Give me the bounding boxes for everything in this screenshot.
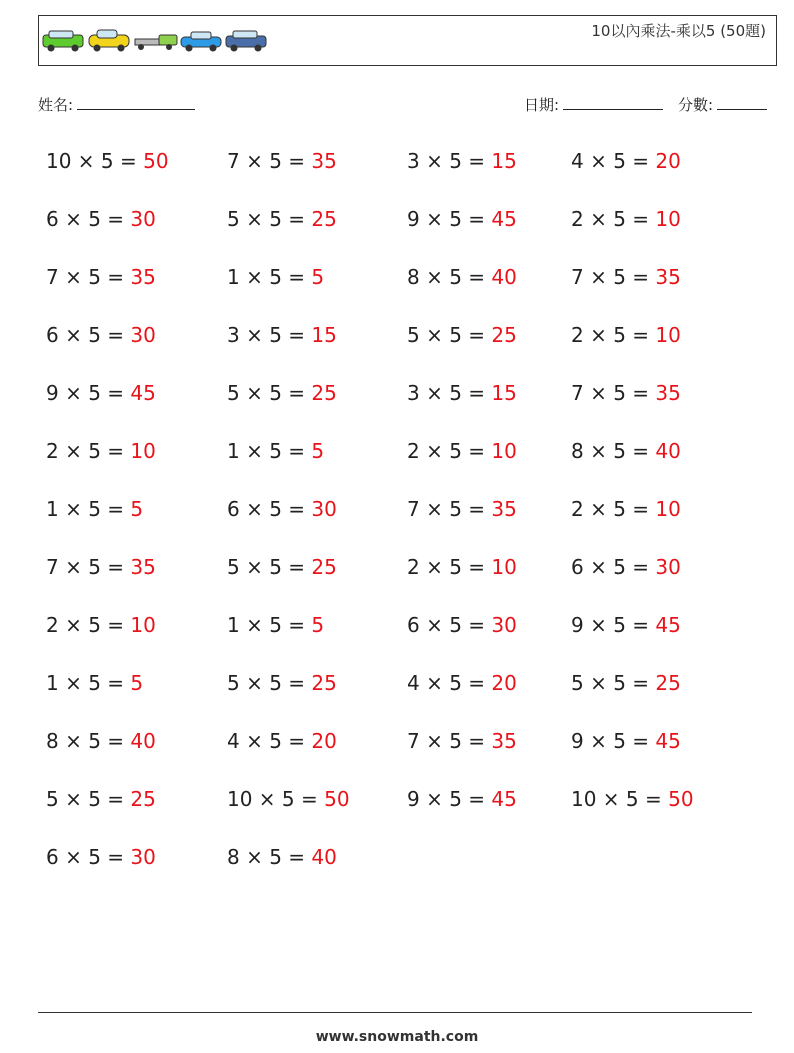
problem-answer: 10 bbox=[491, 439, 517, 463]
problem-answer: 20 bbox=[311, 729, 337, 753]
problem-item bbox=[46, 729, 156, 753]
problem-item bbox=[407, 439, 517, 463]
problem-question: 6 × 5 = bbox=[46, 207, 131, 231]
problem-question: 2 × 5 = bbox=[407, 555, 492, 579]
score-blank[interactable] bbox=[717, 95, 767, 110]
problem-item bbox=[571, 323, 681, 347]
problem-question: 7 × 5 = bbox=[46, 555, 131, 579]
problem-answer: 45 bbox=[655, 729, 681, 753]
problem-answer: 45 bbox=[655, 613, 681, 637]
problem-item bbox=[227, 555, 337, 579]
problem-answer: 35 bbox=[491, 729, 517, 753]
problem-answer: 10 bbox=[655, 497, 681, 521]
problem-answer: 45 bbox=[491, 207, 517, 231]
problem-answer: 45 bbox=[130, 381, 156, 405]
problem-question: 6 × 5 = bbox=[46, 845, 131, 869]
car-icon-3 bbox=[135, 35, 177, 50]
problem-question: 7 × 5 = bbox=[407, 497, 492, 521]
problem-item bbox=[227, 613, 324, 637]
problem-item bbox=[46, 381, 156, 405]
date-label: 日期: bbox=[524, 96, 560, 114]
date-field bbox=[524, 94, 663, 115]
name-blank[interactable] bbox=[77, 95, 195, 110]
problem-answer: 50 bbox=[668, 787, 694, 811]
problem-answer: 30 bbox=[655, 555, 681, 579]
problem-question: 7 × 5 = bbox=[571, 265, 656, 289]
problem-item bbox=[571, 729, 681, 753]
problem-item bbox=[407, 497, 517, 521]
problem-item bbox=[407, 671, 517, 695]
car-icon-1 bbox=[43, 31, 83, 52]
problem-answer: 30 bbox=[130, 323, 156, 347]
problem-answer: 5 bbox=[311, 439, 325, 463]
problem-item bbox=[227, 439, 324, 463]
problem-question: 3 × 5 = bbox=[407, 149, 492, 173]
problem-answer: 10 bbox=[491, 555, 517, 579]
problem-item bbox=[571, 787, 694, 811]
problem-question: 1 × 5 = bbox=[46, 497, 131, 521]
problem-answer: 50 bbox=[143, 149, 169, 173]
problem-item bbox=[571, 555, 681, 579]
problem-item bbox=[571, 497, 681, 521]
problem-answer: 30 bbox=[311, 497, 337, 521]
problem-item bbox=[571, 671, 681, 695]
problem-question: 8 × 5 = bbox=[46, 729, 131, 753]
problem-answer: 25 bbox=[311, 555, 337, 579]
problem-item bbox=[227, 671, 337, 695]
problem-item bbox=[571, 265, 681, 289]
problem-item bbox=[407, 787, 517, 811]
problem-item bbox=[46, 265, 156, 289]
problem-question: 3 × 5 = bbox=[227, 323, 312, 347]
problem-question: 4 × 5 = bbox=[407, 671, 492, 695]
problem-item bbox=[46, 613, 156, 637]
problem-item bbox=[571, 149, 681, 173]
problem-answer: 5 bbox=[130, 671, 144, 695]
problem-question: 9 × 5 = bbox=[571, 613, 656, 637]
car-icon-5 bbox=[226, 31, 266, 52]
problem-item bbox=[46, 671, 143, 695]
problem-question: 4 × 5 = bbox=[227, 729, 312, 753]
problem-answer: 15 bbox=[491, 149, 517, 173]
car-icon-4 bbox=[181, 32, 221, 52]
problem-question: 1 × 5 = bbox=[227, 613, 312, 637]
problem-question: 6 × 5 = bbox=[571, 555, 656, 579]
problem-question: 4 × 5 = bbox=[571, 149, 656, 173]
problem-item bbox=[407, 265, 517, 289]
problem-answer: 45 bbox=[491, 787, 517, 811]
problem-answer: 5 bbox=[130, 497, 144, 521]
problem-answer: 35 bbox=[130, 265, 156, 289]
problem-question: 8 × 5 = bbox=[571, 439, 656, 463]
problem-question: 10 × 5 = bbox=[46, 149, 144, 173]
problem-item bbox=[46, 787, 156, 811]
footer-divider bbox=[38, 1012, 752, 1013]
problem-item bbox=[46, 439, 156, 463]
problem-question: 8 × 5 = bbox=[227, 845, 312, 869]
problem-question: 2 × 5 = bbox=[46, 439, 131, 463]
problem-answer: 25 bbox=[655, 671, 681, 695]
worksheet-title: 10以內乘法-乘以5 (50題) bbox=[591, 22, 766, 40]
problem-answer: 35 bbox=[491, 497, 517, 521]
name-field bbox=[38, 94, 195, 115]
problem-question: 9 × 5 = bbox=[407, 207, 492, 231]
problem-question: 9 × 5 = bbox=[571, 729, 656, 753]
problem-item bbox=[407, 613, 517, 637]
problem-item bbox=[227, 381, 337, 405]
problem-question: 1 × 5 = bbox=[227, 439, 312, 463]
car-icon-2 bbox=[89, 30, 129, 52]
problem-question: 5 × 5 = bbox=[407, 323, 492, 347]
problem-item bbox=[227, 207, 337, 231]
problem-answer: 15 bbox=[491, 381, 517, 405]
problem-item bbox=[46, 323, 156, 347]
score-field bbox=[678, 94, 767, 115]
problem-answer: 40 bbox=[130, 729, 156, 753]
problem-answer: 30 bbox=[130, 207, 156, 231]
problem-item bbox=[407, 323, 517, 347]
problem-item bbox=[227, 845, 337, 869]
problem-item bbox=[571, 381, 681, 405]
problem-question: 1 × 5 = bbox=[227, 265, 312, 289]
problem-answer: 40 bbox=[491, 265, 517, 289]
problem-item bbox=[227, 729, 337, 753]
problem-question: 5 × 5 = bbox=[227, 555, 312, 579]
problem-answer: 35 bbox=[655, 265, 681, 289]
problem-question: 9 × 5 = bbox=[46, 381, 131, 405]
problem-answer: 25 bbox=[311, 207, 337, 231]
problem-item bbox=[46, 149, 169, 173]
date-blank[interactable] bbox=[563, 95, 663, 110]
problem-question: 7 × 5 = bbox=[571, 381, 656, 405]
problem-answer: 5 bbox=[311, 613, 325, 637]
problem-answer: 35 bbox=[655, 381, 681, 405]
problem-answer: 25 bbox=[130, 787, 156, 811]
problem-question: 7 × 5 = bbox=[407, 729, 492, 753]
problem-item bbox=[407, 729, 517, 753]
problem-question: 5 × 5 = bbox=[227, 671, 312, 695]
problem-question: 9 × 5 = bbox=[407, 787, 492, 811]
problem-item bbox=[46, 555, 156, 579]
problem-item bbox=[407, 149, 517, 173]
problem-question: 10 × 5 = bbox=[227, 787, 325, 811]
problem-item bbox=[46, 207, 156, 231]
problem-answer: 30 bbox=[491, 613, 517, 637]
problem-item bbox=[227, 323, 337, 347]
problem-item bbox=[407, 381, 517, 405]
problem-question: 7 × 5 = bbox=[46, 265, 131, 289]
problem-question: 5 × 5 = bbox=[571, 671, 656, 695]
header-box bbox=[38, 15, 777, 66]
problem-answer: 25 bbox=[311, 671, 337, 695]
problem-item bbox=[46, 845, 156, 869]
problem-answer: 10 bbox=[655, 323, 681, 347]
problem-question: 2 × 5 = bbox=[571, 497, 656, 521]
problem-question: 2 × 5 = bbox=[46, 613, 131, 637]
problem-item bbox=[407, 555, 517, 579]
problem-item bbox=[571, 439, 681, 463]
problem-question: 3 × 5 = bbox=[407, 381, 492, 405]
problem-item bbox=[407, 207, 517, 231]
name-label: 姓名: bbox=[38, 96, 74, 114]
problem-answer: 10 bbox=[130, 613, 156, 637]
problem-answer: 5 bbox=[311, 265, 325, 289]
problem-item bbox=[227, 787, 350, 811]
problem-item bbox=[227, 265, 324, 289]
problem-item bbox=[46, 497, 143, 521]
problem-question: 2 × 5 = bbox=[571, 323, 656, 347]
problem-answer: 25 bbox=[311, 381, 337, 405]
problem-question: 10 × 5 = bbox=[571, 787, 669, 811]
problem-answer: 40 bbox=[311, 845, 337, 869]
problem-item bbox=[571, 613, 681, 637]
problem-item bbox=[227, 497, 337, 521]
problem-answer: 30 bbox=[130, 845, 156, 869]
problem-question: 6 × 5 = bbox=[46, 323, 131, 347]
problem-question: 5 × 5 = bbox=[227, 381, 312, 405]
problem-answer: 10 bbox=[130, 439, 156, 463]
problem-question: 6 × 5 = bbox=[407, 613, 492, 637]
problem-question: 7 × 5 = bbox=[227, 149, 312, 173]
problem-question: 2 × 5 = bbox=[407, 439, 492, 463]
problem-question: 2 × 5 = bbox=[571, 207, 656, 231]
car-icons bbox=[41, 29, 271, 53]
problem-item bbox=[571, 207, 681, 231]
footer-url: www.snowmath.com bbox=[315, 1029, 479, 1045]
problem-answer: 40 bbox=[655, 439, 681, 463]
problem-answer: 20 bbox=[655, 149, 681, 173]
problem-question: 5 × 5 = bbox=[227, 207, 312, 231]
problem-answer: 10 bbox=[655, 207, 681, 231]
problem-question: 6 × 5 = bbox=[227, 497, 312, 521]
score-label: 分數: bbox=[678, 96, 714, 114]
problem-answer: 15 bbox=[311, 323, 337, 347]
problem-question: 1 × 5 = bbox=[46, 671, 131, 695]
problem-answer: 50 bbox=[324, 787, 350, 811]
problem-answer: 25 bbox=[491, 323, 517, 347]
problem-answer: 35 bbox=[311, 149, 337, 173]
problem-answer: 35 bbox=[130, 555, 156, 579]
problem-answer: 20 bbox=[491, 671, 517, 695]
problem-item bbox=[227, 149, 337, 173]
problem-question: 8 × 5 = bbox=[407, 265, 492, 289]
problem-question: 5 × 5 = bbox=[46, 787, 131, 811]
